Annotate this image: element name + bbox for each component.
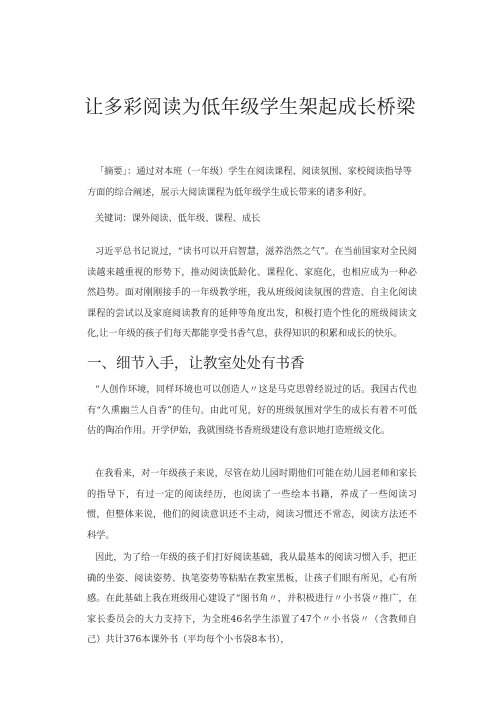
section-paragraph: 在我看来，对一年级孩子来说，尽管在幼儿园时期他们可能在幼儿园老师和家长的指导下，有过一定的阅读经历，也阅读了一些绘本书籍，养成了一些阅读习惯，但整体来说，他们的阅读意识还不主动，阅读习惯还不常态，阅读方法还不科学。 <box>87 468 417 541</box>
section-paragraph: 因此，为了给一年级的孩子们打好阅读基础，我从最基本的阅读习惯入手，把正确的坐姿、阅读姿势、执笔姿势等粘贴在教室黑板，让孩子们眼有所见，心有所感。在此基础上我在班级用心建设了“图书角〃，并积极进行〃小书袋〃推广，在家长委员会的大力支持下，为全班46名学生添置了47个〃小书袋〃（含教师自己）共计376本课外书（平均每个小书袋8本书）， <box>87 552 417 645</box>
keywords: 关键词：课外阅读、低年级、课程、成长 <box>95 213 261 224</box>
intro-paragraph: 习近平总书记说过，“读书可以开启智慧，滋养浩然之气”。在当前国家对全民阅读越来越重视的形势下，推动阅读低龄化、课程化、家庭化，也相应成为一种必然趋势。面对刚刚接手的一年级教学班，我从班级阅读氛围的营造、自主化阅读课程的尝试以及家庭阅读教育的延伸等角度出发，积极打造个性化的班级阅读文化,让一年级的孩子们每天都能享受书香气息，获得知识的积累和成长的快乐。 <box>87 246 417 339</box>
document-title: 让多彩阅读为低年级学生架起成长桥梁 <box>84 96 416 118</box>
section-heading: 一、细节入手，让教室处处有书香 <box>87 356 305 372</box>
section-paragraph: “人创作环境，同样环境也可以创造人〃这是马克思曾经说过的话。我国古代也有“久熏幽兰人自香”的佳句。由此可见，好的班级氛围对学生的成长有着不可低估的陶冶作用。开学伊始，我就围绕书香班级建设有意识地打造班级文化。 <box>87 384 417 436</box>
abstract: 「摘要」：通过对本班（一年级）学生在阅读课程、阅读氛围、家校阅读指导等方面的综合阐述，展示大阅读课程为低年级学生成长带来的诸多利好。 <box>87 166 412 198</box>
